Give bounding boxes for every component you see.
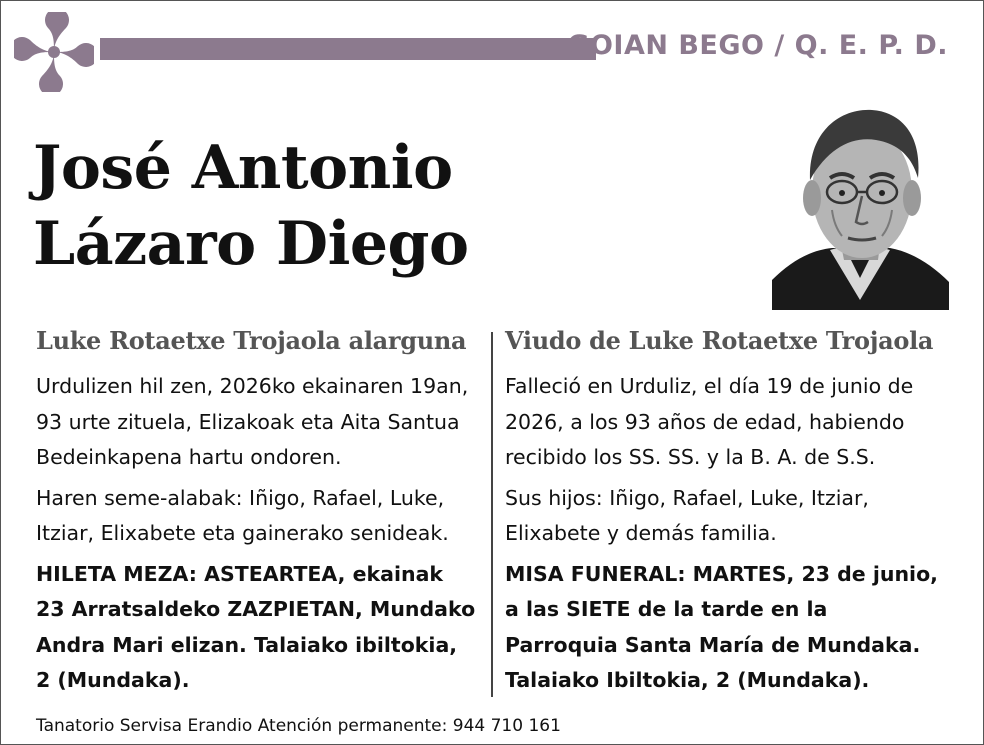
spanish-column (505, 326, 945, 704)
footer-contact: Tanatorio Servisa Erandio Atención permanente: 944 710 161 (36, 716, 561, 736)
header-title: GOIAN BEGO / Q. E. P. D. (567, 30, 948, 61)
basque-funeral: HILETA MEZA: ASTEARTEA, ekainak 23 Arratsaldeko ZAZPIETAN, Mundako Andra Mari elizan. Talaiako ibiltokia, 2 (Mundaka). (36, 561, 476, 692)
basque-subheading: Luke Rotaetxe Trojaola alarguna (36, 326, 467, 355)
basque-family: Haren seme-alabak: Iñigo, Rafael, Luke, Itziar, Elixabete eta gainerako senideak. (36, 485, 449, 545)
deceased-name (33, 130, 469, 282)
column-divider (491, 332, 493, 697)
spanish-subheading: Viudo de Luke Rotaetxe Trojaola (505, 326, 934, 355)
header-band (100, 38, 596, 60)
lauburu-icon (14, 12, 94, 92)
spanish-death-notice: Falleció en Urduliz, el día 19 de junio de 2026, a los 93 años de edad, habiendo recibido los SS. SS. y la B. A. de S.S. (505, 374, 914, 469)
portrait-photo (772, 100, 949, 310)
basque-column (36, 326, 476, 704)
spanish-family: Sus hijos: Iñigo, Rafael, Luke, Itziar, Elixabete y demás familia. (505, 485, 869, 545)
spanish-funeral: MISA FUNERAL: MARTES, 23 de junio, a las SIETE de la tarde en la Parroquia Santa María de Mundaka. Talaiako Ibiltokia, 2 (Mundaka). (505, 561, 938, 692)
name-line-2: Lázaro Diego (33, 209, 469, 279)
name-line-1: José Antonio (33, 133, 453, 203)
basque-death-notice: Urdulizen hil zen, 2026ko ekainaren 19an, 93 urte zituela, Elizakoak eta Aita Santua Bedeinkapena hartu ondoren. (36, 374, 469, 469)
